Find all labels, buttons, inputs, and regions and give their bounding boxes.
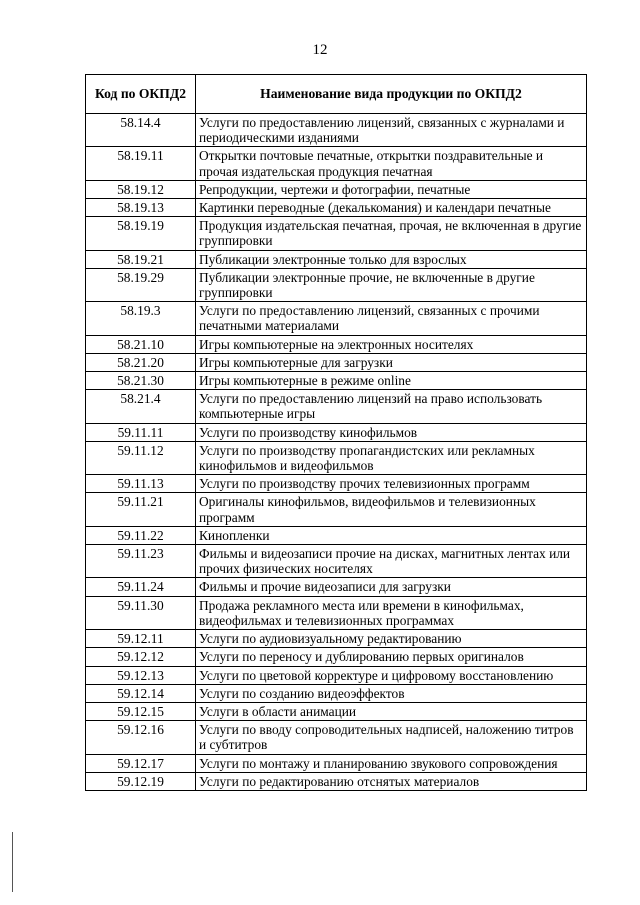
product-name: Репродукции, чертежи и фотографии, печатные xyxy=(196,180,587,198)
okpd-code: 58.19.12 xyxy=(86,180,196,198)
table-row xyxy=(86,578,587,596)
okpd-code: 58.19.21 xyxy=(86,250,196,268)
product-name: Услуги по производству пропагандистских или рекламных кинофильмов и видеофильмов xyxy=(196,441,587,474)
product-name: Услуги по созданию видеоэффектов xyxy=(196,684,587,702)
margin-line xyxy=(12,832,13,892)
okpd-code: 58.19.13 xyxy=(86,199,196,217)
okpd-code: 59.11.13 xyxy=(86,475,196,493)
table-row xyxy=(86,526,587,544)
okpd-code: 59.12.11 xyxy=(86,630,196,648)
product-name: Игры компьютерные для загрузки xyxy=(196,353,587,371)
okpd-code: 59.11.24 xyxy=(86,578,196,596)
product-name: Игры компьютерные на электронных носителях xyxy=(196,335,587,353)
product-name: Продукция издательская печатная, прочая, не включенная в другие группировки xyxy=(196,217,587,250)
okpd-code: 59.12.16 xyxy=(86,721,196,754)
product-name: Услуги по предоставлению лицензий, связанных с прочими печатными материалами xyxy=(196,302,587,335)
table-row xyxy=(86,268,587,301)
okpd-code: 59.11.21 xyxy=(86,493,196,526)
product-name: Услуги по аудиовизуальному редактированию xyxy=(196,630,587,648)
okpd-code: 58.19.29 xyxy=(86,268,196,301)
okpd-code: 58.21.4 xyxy=(86,390,196,423)
header-name: Наименование вида продукции по ОКПД2 xyxy=(196,75,587,114)
product-name: Услуги по монтажу и планированию звукового сопровождения xyxy=(196,754,587,772)
okpd-code: 59.11.23 xyxy=(86,545,196,578)
product-name: Услуги по вводу сопроводительных надписей, наложению титров и субтитров xyxy=(196,721,587,754)
product-name: Услуги по производству кинофильмов xyxy=(196,423,587,441)
product-name: Услуги по предоставлению лицензий, связанных с журналами и периодическими изданиями xyxy=(196,114,587,147)
product-name: Услуги по переносу и дублированию первых оригиналов xyxy=(196,648,587,666)
product-name: Фильмы и прочие видеозаписи для загрузки xyxy=(196,578,587,596)
okpd-code: 59.11.30 xyxy=(86,596,196,629)
product-name: Открытки почтовые печатные, открытки поздравительные и прочая издательская продукция печатная xyxy=(196,147,587,180)
table-row xyxy=(86,475,587,493)
product-name: Услуги по редактированию отснятых материалов xyxy=(196,772,587,790)
okpd-code: 59.12.19 xyxy=(86,772,196,790)
okpd-code: 58.19.3 xyxy=(86,302,196,335)
okpd-code: 58.21.10 xyxy=(86,335,196,353)
table-row xyxy=(86,666,587,684)
okpd-code: 59.12.13 xyxy=(86,666,196,684)
table-header-row xyxy=(86,75,587,114)
product-name: Фильмы и видеозаписи прочие на дисках, магнитных лентах или прочих физических носителях xyxy=(196,545,587,578)
table-row xyxy=(86,372,587,390)
table-row xyxy=(86,702,587,720)
page-number: 12 xyxy=(312,42,328,58)
table-row xyxy=(86,302,587,335)
okpd-code: 59.11.11 xyxy=(86,423,196,441)
okpd-code: 58.14.4 xyxy=(86,114,196,147)
table-row xyxy=(86,772,587,790)
okpd-table xyxy=(85,74,587,791)
okpd-code: 59.11.12 xyxy=(86,441,196,474)
product-name: Продажа рекламного места или времени в кинофильмах, видеофильмах и телевизионных программах xyxy=(196,596,587,629)
table-row xyxy=(86,390,587,423)
okpd-code: 58.19.11 xyxy=(86,147,196,180)
table-row xyxy=(86,545,587,578)
table-row xyxy=(86,648,587,666)
table-row xyxy=(86,754,587,772)
table-row xyxy=(86,441,587,474)
table-row xyxy=(86,180,587,198)
product-name: Публикации электронные только для взрослых xyxy=(196,250,587,268)
table-row xyxy=(86,493,587,526)
okpd-code: 58.21.20 xyxy=(86,353,196,371)
table-row xyxy=(86,423,587,441)
table-row xyxy=(86,335,587,353)
table-row xyxy=(86,114,587,147)
okpd-code: 59.11.22 xyxy=(86,526,196,544)
product-name: Игры компьютерные в режиме online xyxy=(196,372,587,390)
product-name: Картинки переводные (декалькомания) и календари печатные xyxy=(196,199,587,217)
okpd-code: 58.21.30 xyxy=(86,372,196,390)
table-row xyxy=(86,353,587,371)
product-name: Оригиналы кинофильмов, видеофильмов и телевизионных программ xyxy=(196,493,587,526)
table-row xyxy=(86,250,587,268)
table-row xyxy=(86,630,587,648)
table-row xyxy=(86,684,587,702)
table-row xyxy=(86,199,587,217)
table-row xyxy=(86,721,587,754)
okpd-code: 58.19.19 xyxy=(86,217,196,250)
product-name: Услуги в области анимации xyxy=(196,702,587,720)
okpd-code: 59.12.14 xyxy=(86,684,196,702)
okpd-code: 59.12.12 xyxy=(86,648,196,666)
product-name: Услуги по цветовой корректуре и цифровому восстановлению xyxy=(196,666,587,684)
table-row xyxy=(86,217,587,250)
table-row xyxy=(86,596,587,629)
header-code: Код по ОКПД2 xyxy=(86,75,196,114)
product-name: Публикации электронные прочие, не включенные в другие группировки xyxy=(196,268,587,301)
product-name: Услуги по предоставлению лицензий на право использовать компьютерные игры xyxy=(196,390,587,423)
okpd-code: 59.12.17 xyxy=(86,754,196,772)
okpd-code: 59.12.15 xyxy=(86,702,196,720)
product-name: Кинопленки xyxy=(196,526,587,544)
table-row xyxy=(86,147,587,180)
product-name: Услуги по производству прочих телевизионных программ xyxy=(196,475,587,493)
